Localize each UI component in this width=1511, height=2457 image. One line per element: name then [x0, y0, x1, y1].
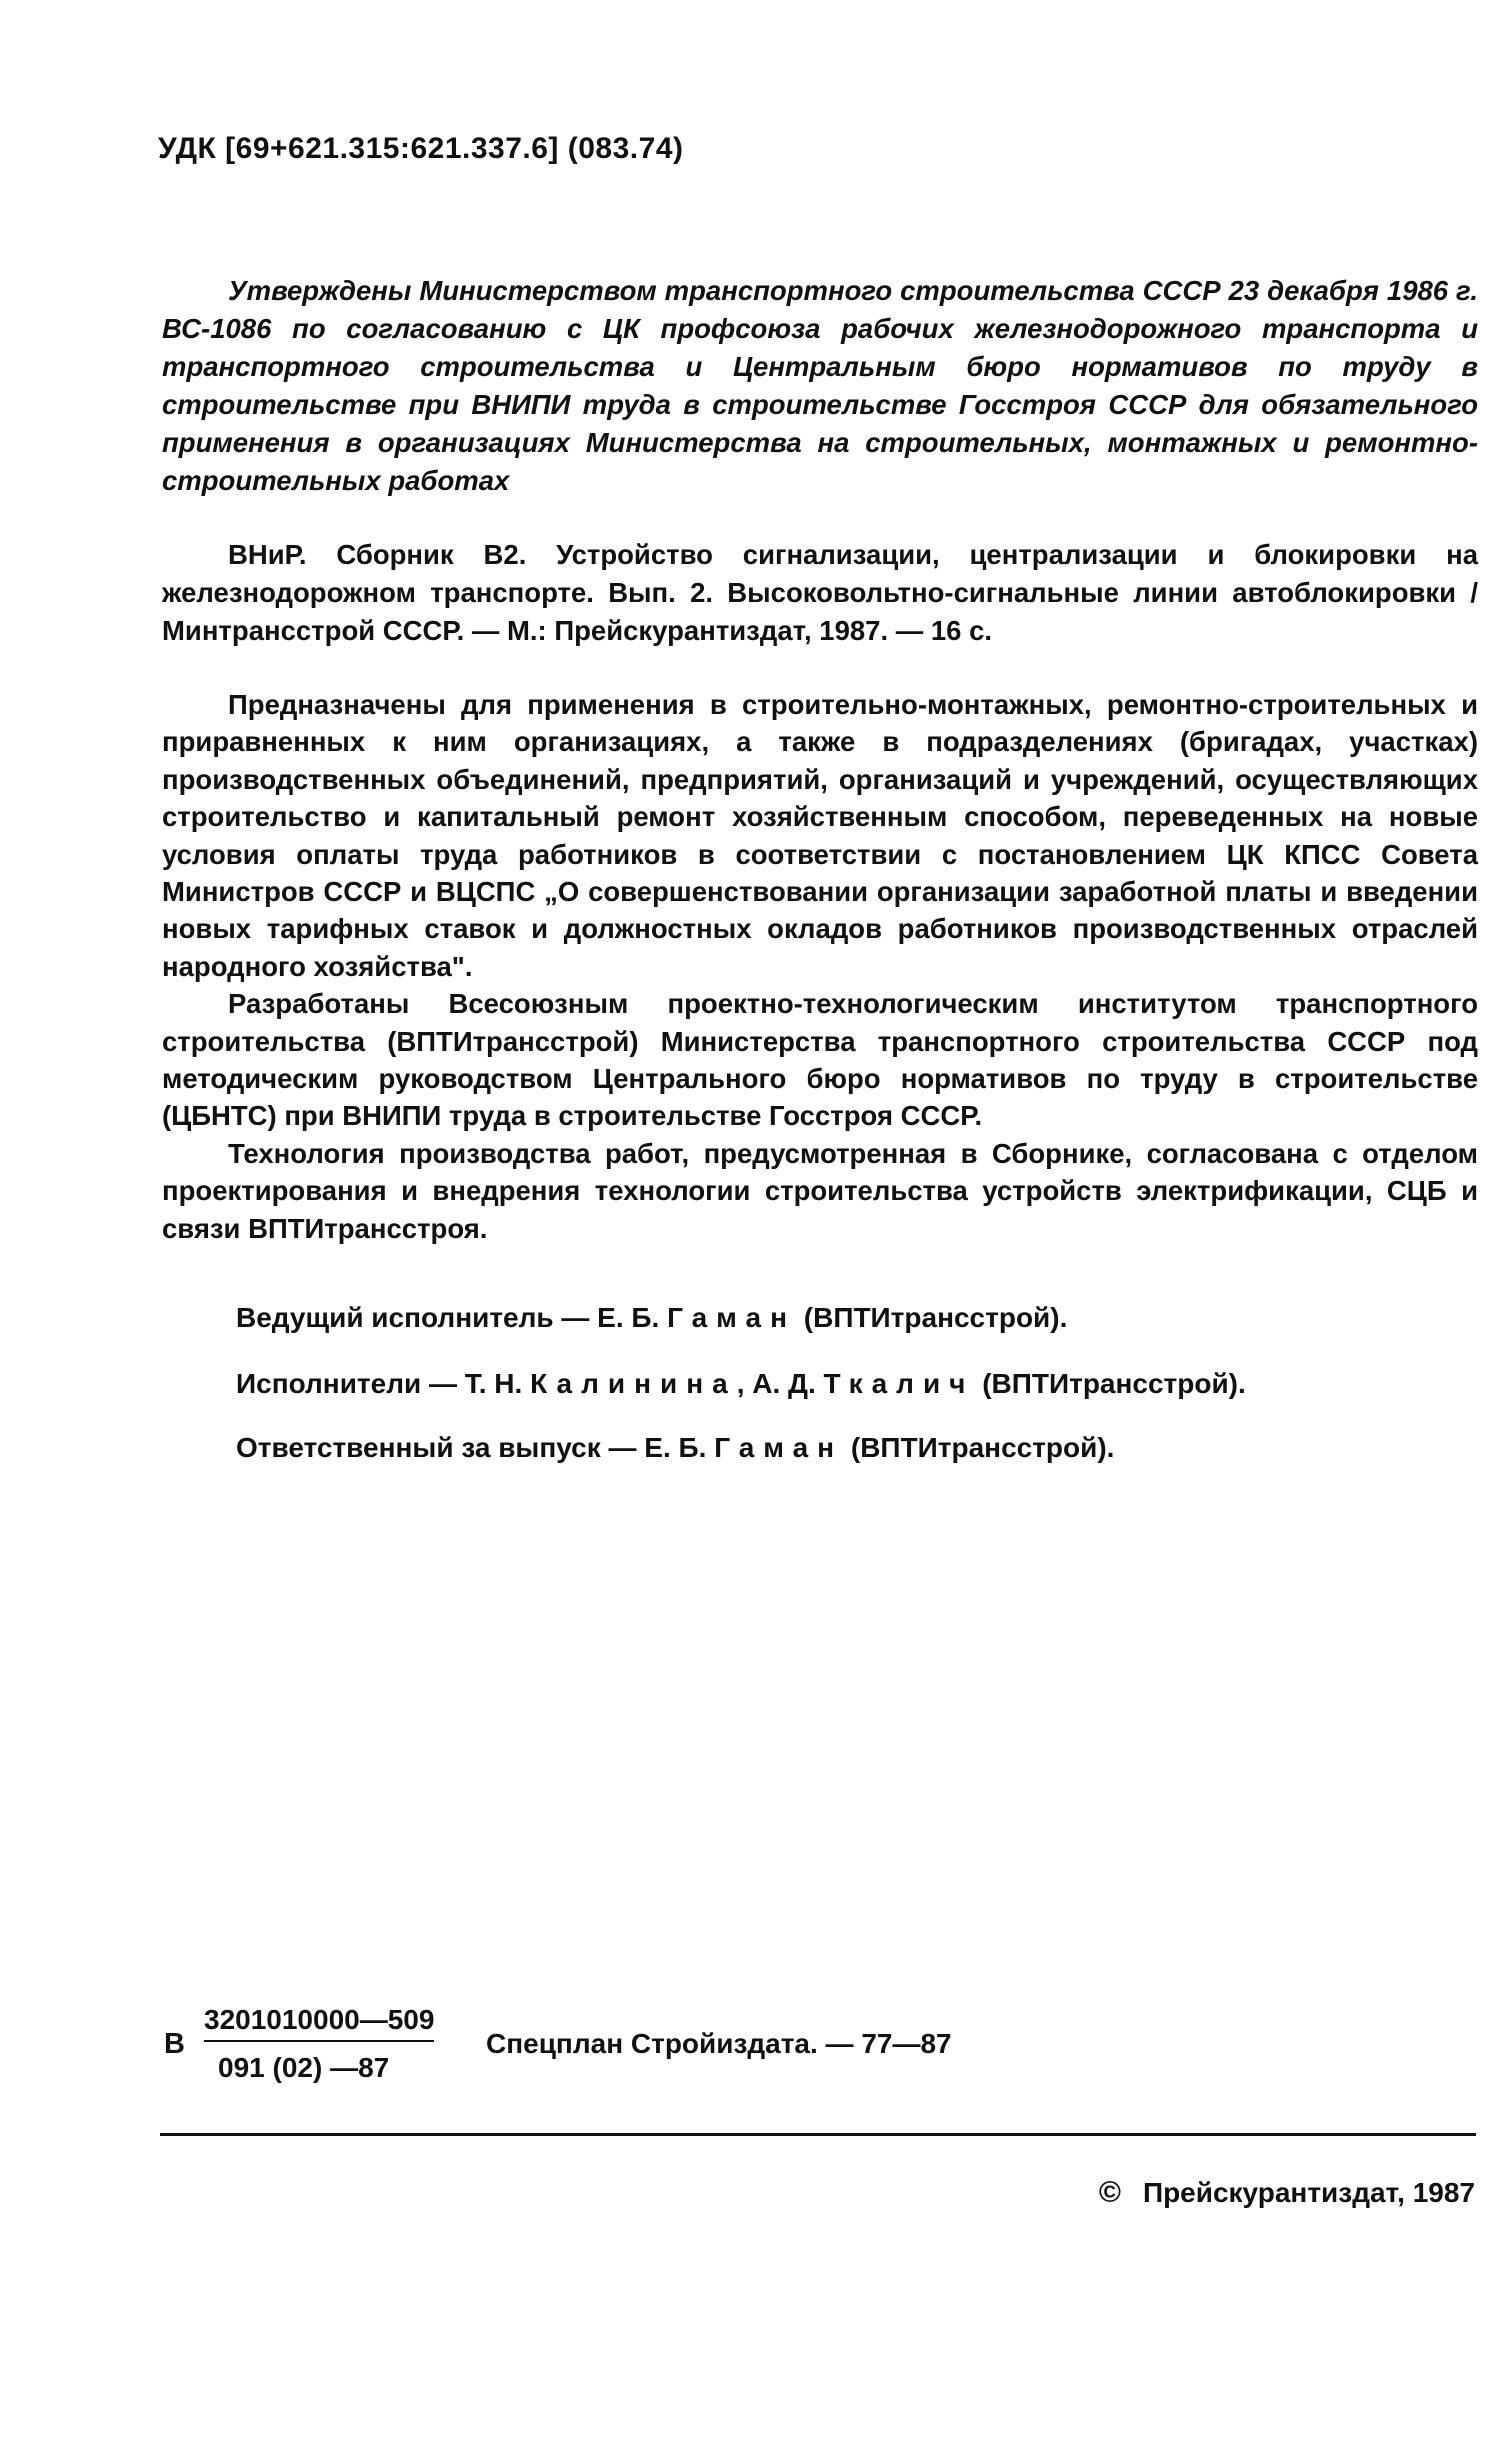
purpose-paragraph: Предназначены для применения в строительно-монтажных, ремонтно-строительных и приравненных к ним организациях, а также в подразделениях (бригадах, участках) производственных объединений, предприятий, организаций и учреждений, осуществляющих строительство и капитальный ремонт хозяйственным способом, переведенных на новые условия оплаты труда работников в соответствии с постановлением ЦК КПСС Совета Министров СССР и ВЦСПС „О совершенствовании организации заработной платы и введении новых тарифных ставок и должностных окладов работников производственных отраслей народного хозяйства".: [162, 689, 1478, 982]
developer-paragraph: Разработаны Всесоюзным проектно-технологическим институтом транспортного строительства (ВПТИтрансстрой) Министерства транспортного строительства СССР под методическим руководством Центрального бюро нормативов по труду в строительстве (ЦБНТС) при ВНИПИ труда в строительстве Госстроя СССР.: [162, 988, 1478, 1132]
executor-surname-1: Калинина: [530, 1368, 737, 1399]
imprint-numerator: 3201010000—509: [204, 2004, 434, 2042]
horizontal-divider: [160, 2133, 1476, 2136]
responsible-prefix: Ответственный за выпуск — Е. Б.: [236, 1432, 715, 1463]
copyright-text: Прейскурантиздат, 1987: [1142, 2177, 1475, 2208]
technology-paragraph: Технология производства работ, предусмотренная в Сборнике, согласована с отделом проектирования и внедрения технологии строительства устройств электрификации, СЦБ и связи ВПТИтрансстроя.: [162, 1137, 1478, 1244]
responsible-line: [236, 1432, 1114, 1464]
udc-classification: УДК [69+621.315:621.337.6] (083.74): [158, 132, 684, 165]
lead-executor-affiliation: (ВПТИтрансстрой).: [796, 1302, 1068, 1333]
publication-imprint: [158, 2002, 1058, 2082]
executors-prefix: Исполнители — Т. Н.: [236, 1368, 531, 1399]
executors-middle: , А. Д.: [736, 1368, 824, 1399]
lead-executor-line: [236, 1302, 1067, 1334]
abstract-section: [162, 686, 1478, 1247]
executor-surname-2: Ткалич: [823, 1368, 975, 1399]
responsible-affiliation: (ВПТИтрансстрой).: [843, 1432, 1115, 1463]
copyright-line: [1099, 2176, 1475, 2210]
imprint-letter: В: [164, 2028, 185, 2060]
executors-line: [236, 1368, 1246, 1400]
lead-executor-prefix: Ведущий исполнитель — Е. Б.: [236, 1302, 668, 1333]
lead-executor-surname: Гаман: [667, 1302, 796, 1333]
approval-statement: Утверждены Министерством транспортного строительства СССР 23 декабря 1986 г. ВС-1086 по согласованию с ЦК профсоюза рабочих железнодорожного транспорта и транспортного строительства и Центральным бюро нормативов по труду в строительстве при ВНИПИ труда в строительстве Госстроя СССР для обязательного применения в организациях Министерства на строительных, монтажных и ремонтно-строительных работах: [162, 275, 1478, 496]
imprint-plan: Спецплан Стройиздата. — 77—87: [486, 2028, 952, 2059]
imprint-denominator: 091 (02) —87: [218, 2052, 390, 2083]
executors-affiliation: (ВПТИтрансстрой).: [974, 1368, 1246, 1399]
responsible-surname: Гаман: [714, 1432, 844, 1463]
copyright-icon: ©: [1098, 2176, 1121, 2209]
bibliographic-description: ВНиР. Сборник В2. Устройство сигнализации, централизации и блокировки на железнодорожном транспорте. Вып. 2. Высоковольтно-сигнальные линии автоблокировки /Минтрансстрой СССР. — М.: Прейскурантиздат, 1987. — 16 с.: [162, 539, 1478, 646]
